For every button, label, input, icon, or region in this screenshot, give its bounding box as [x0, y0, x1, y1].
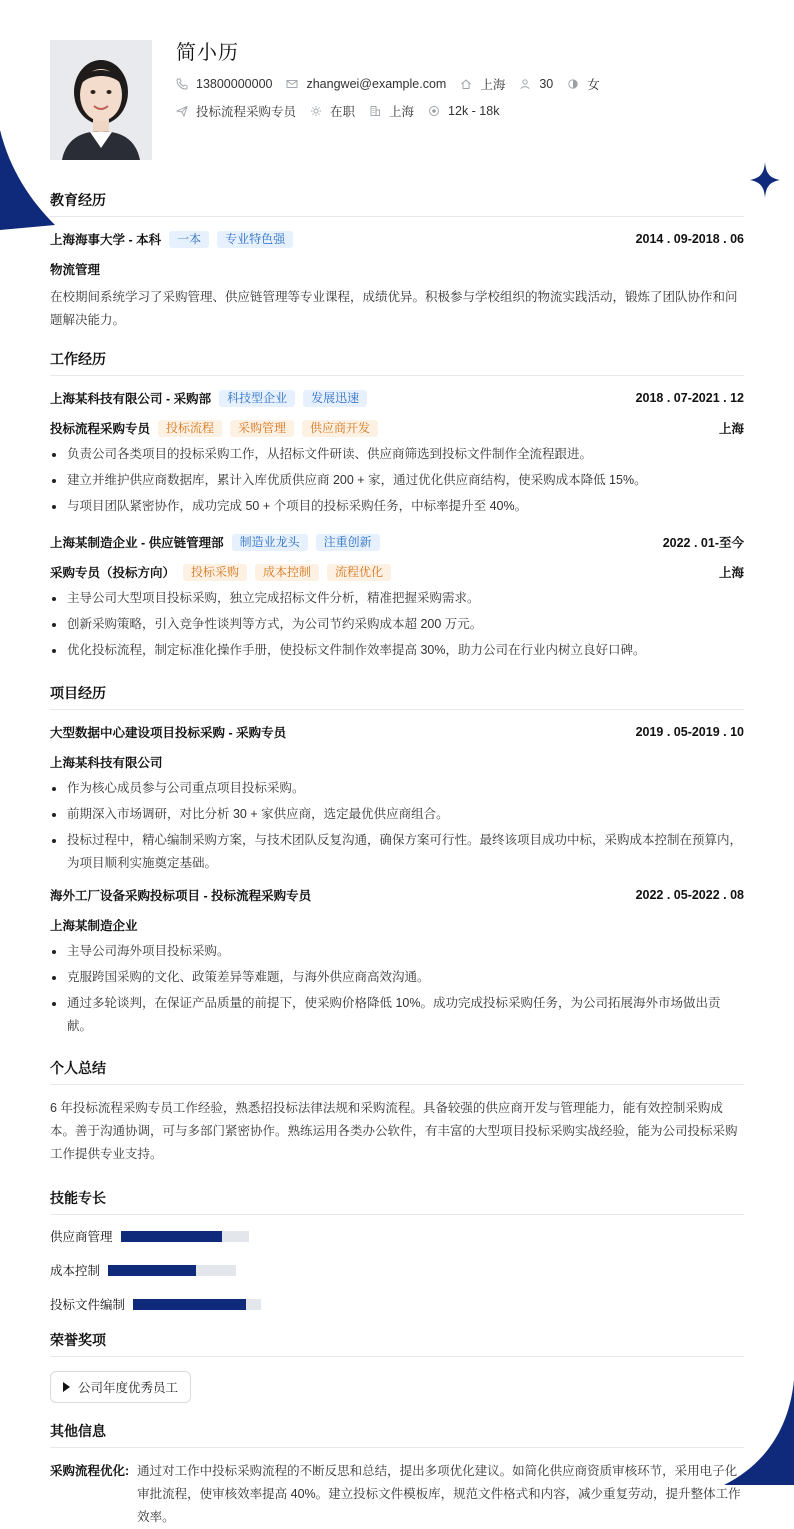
status-text: 在职: [330, 105, 356, 119]
project-entry: [50, 885, 744, 1038]
skill-item: [50, 1295, 403, 1313]
home-icon: [460, 78, 472, 90]
list-item: 优化投标流程，制定标准化操作手册，使投标文件制作效率提高 30%，助力公司在行业内树立良好口碑。: [50, 639, 744, 662]
skill-item: [50, 1227, 403, 1245]
salary-info: [428, 104, 499, 118]
email-info: [286, 77, 446, 91]
other-section: [50, 1421, 744, 1529]
section-title: 教育经历: [50, 190, 744, 217]
gender-text: 女: [587, 78, 600, 92]
section-title: 技能专长: [50, 1188, 744, 1215]
skill-level-fill: [108, 1265, 196, 1276]
summary-text: 6 年投标流程采购专员工作经验，熟悉招投标法律法规和采购流程。具备较强的供应商开发与管理能力，能有效控制采购成本。善于沟通协调，可与多部门紧密协作。熟练运用各类办公软件，有丰富的大型项目投标采购实战经验，能为公司投标采购工作提供专业支持。: [50, 1101, 738, 1161]
skill-level-fill: [133, 1299, 246, 1310]
email-text: zhangwei@example.com: [306, 77, 447, 91]
skill-level-fill: [121, 1231, 222, 1242]
location-info: [460, 75, 505, 93]
list-item: 前期深入市场调研，对比分析 30 + 家供应商，选定最优供应商组合。: [50, 803, 744, 826]
gear-icon: [310, 105, 322, 117]
phone-text: 13800000000: [196, 77, 273, 91]
company-name: 上海某科技有限公司 - 采购部: [50, 392, 212, 406]
location-text: 上海: [480, 78, 506, 92]
list-item: 投标过程中，精心编制采购方案，与技术团队反复沟通，确保方案可行性。最终该项目成功中标，采购成本控制在预算内，为项目顺利实施奠定基础。: [50, 829, 744, 875]
skill-item: [50, 1261, 403, 1279]
project-entry: [50, 722, 744, 875]
candidate-name: 简小历: [176, 42, 239, 64]
other-label: 采购流程优化:: [50, 1464, 130, 1478]
award-label: 公司年度优秀员工: [78, 1381, 179, 1395]
phone-info: [176, 77, 272, 91]
list-item: 建立并维护供应商数据库，累计入库优质供应商 200 + 家，通过优化供应商结构，使采购成本降低 15%。: [50, 469, 744, 492]
tag: 一本: [169, 231, 209, 248]
list-item: 主导公司海外项目投标采购。: [50, 940, 744, 963]
tag: 采购管理: [230, 420, 294, 437]
tag: 流程优化: [327, 564, 391, 581]
job-role: 投标流程采购专员: [50, 422, 151, 436]
job-entry: [50, 388, 744, 518]
phone-icon: [176, 78, 188, 90]
avatar: [50, 40, 152, 160]
position-text: 投标流程采购专员: [196, 105, 297, 119]
position-info: [176, 102, 296, 120]
award-item[interactable]: [50, 1371, 191, 1403]
target-city-info: [369, 102, 414, 120]
company-name: 上海某制造企业 - 供应链管理部: [50, 536, 224, 550]
person-icon: [519, 78, 531, 90]
tag: 制造业龙头: [232, 534, 308, 551]
date-range: 2022 . 05-2022 . 08: [635, 888, 744, 902]
skill-level-bar: [121, 1231, 249, 1242]
tag: 专业特色强: [217, 231, 293, 248]
list-item: 克服跨国采购的文化、政策差异等难题，与海外供应商高效沟通。: [50, 966, 744, 989]
list-item: 与项目团队紧密协作，成功完成 50 + 个项目的投标采购任务，中标率提升至 40%。: [50, 495, 744, 518]
list-item: 主导公司大型项目投标采购，独立完成招标文件分析，精准把握采购需求。: [50, 587, 744, 610]
date-range: 2019 . 05-2019 . 10: [635, 725, 744, 739]
target-city-text: 上海: [389, 105, 415, 119]
status-info: [310, 102, 355, 120]
list-item: 负责公司各类项目的投标采购工作，从招标文件研读、供应商筛选到投标文件制作全流程跟进。: [50, 443, 744, 466]
date-range: 2014 . 09-2018 . 06: [635, 232, 744, 246]
coin-icon: [428, 105, 440, 117]
section-title: 项目经历: [50, 683, 744, 710]
job-city: 上海: [718, 422, 744, 436]
skills-section: [50, 1188, 744, 1329]
job-role: 采购专员（投标方向）: [50, 566, 176, 580]
mail-icon: [286, 78, 298, 90]
project-name: 海外工厂设备采购投标项目 - 投标流程采购专员: [50, 889, 312, 903]
tag: 发展迅速: [303, 390, 367, 407]
major: 物流管理: [50, 263, 101, 277]
age-text: 30: [539, 77, 554, 91]
section-title: 其他信息: [50, 1421, 744, 1448]
section-title: 工作经历: [50, 349, 744, 376]
gender-icon: [567, 78, 579, 90]
skill-name: 成本控制: [50, 1264, 101, 1278]
skill-name: 投标文件编制: [50, 1298, 126, 1312]
summary-section: [50, 1058, 744, 1166]
education-section: [50, 190, 744, 332]
project-company: 上海某制造企业: [50, 919, 138, 933]
tag: 注重创新: [316, 534, 380, 551]
other-text: 通过对工作中投标采购流程的不断反思和总结，提出多项优化建议。如简化供应商资质审核环节，采用电子化审批流程，使审核效率提高 40%。建立投标文件模板库，规范文件格式和内容，减少重复劳动，提升整体工作效率。: [137, 1464, 741, 1524]
send-icon: [176, 105, 188, 117]
resume-header: [50, 40, 744, 160]
school-name: 上海海事大学 - 本科: [50, 233, 162, 247]
project-company: 上海某科技有限公司: [50, 756, 163, 770]
play-triangle-icon: [63, 1382, 70, 1392]
job-entry: [50, 532, 744, 662]
list-item: 作为核心成员参与公司重点项目投标采购。: [50, 777, 744, 800]
other-info-row: [50, 1460, 744, 1529]
tag: 投标采购: [183, 564, 247, 581]
skill-level-bar: [133, 1299, 261, 1310]
age-info: [519, 77, 553, 91]
project-name: 大型数据中心建设项目投标采购 - 采购专员: [50, 726, 287, 740]
tag: 供应商开发: [302, 420, 378, 437]
date-range: 2018 . 07-2021 . 12: [635, 391, 744, 405]
tag: 科技型企业: [219, 390, 295, 407]
section-title: 个人总结: [50, 1058, 744, 1085]
list-item: 创新采购策略，引入竞争性谈判等方式，为公司节约采购成本超 200 万元。: [50, 613, 744, 636]
date-range: 2022 . 01-至今: [662, 536, 744, 550]
work-section: [50, 349, 744, 662]
education-description: 在校期间系统学习了采购管理、供应链管理等专业课程，成绩优异。积极参与学校组织的物流实践活动，锻炼了团队协作和问题解决能力。: [50, 290, 738, 327]
skill-name: 供应商管理: [50, 1230, 113, 1244]
skill-level-bar: [108, 1265, 236, 1276]
projects-section: [50, 683, 744, 1038]
tag: 投标流程: [158, 420, 222, 437]
list-item: 通过多轮谈判，在保证产品质量的前提下，使采购价格降低 10%。成功完成投标采购任务，为公司拓展海外市场做出贡献。: [50, 992, 744, 1038]
salary-text: 12k - 18k: [448, 104, 500, 118]
section-title: 荣誉奖项: [50, 1330, 744, 1357]
building-icon: [369, 105, 381, 117]
job-city: 上海: [718, 566, 744, 580]
awards-section: [50, 1330, 744, 1403]
tag: 成本控制: [255, 564, 319, 581]
gender-info: [567, 75, 600, 93]
